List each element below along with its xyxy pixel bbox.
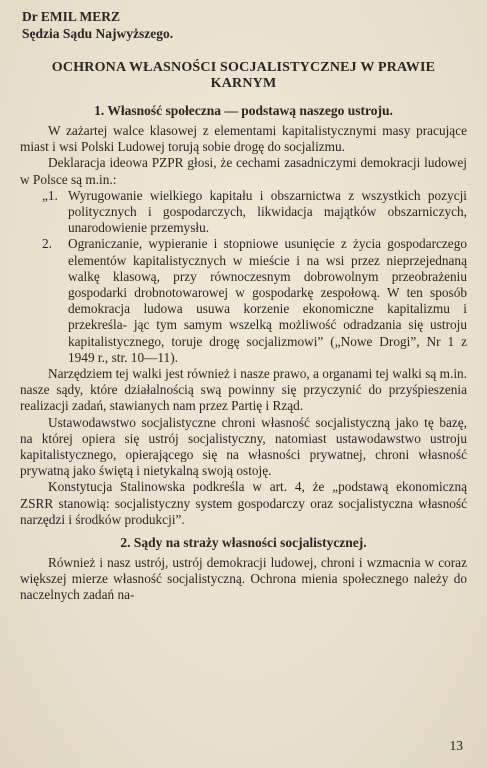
author-position: Sędzia Sądu Najwyższego. [22, 26, 174, 41]
paragraph-6: Również i nasz ustrój, ustrój demokracji ludowej, chroni i wzmacnia w coraz większej mierze własność socjalistyczną. Ochrona mienia społecznego należy do naczelnych zadań na- [20, 555, 467, 603]
paragraph-3: Narzędziem tej walki jest również i nasze prawo, a organami tej walki są m.in. nasze sądy, które działalnością swą powinny się przyczynić do przyśpieszenia realizacji zadań, stawianych nam przez Partię i Rząd. [20, 366, 467, 414]
page-number: 13 [449, 738, 463, 753]
paragraph-2: Deklaracja ideowa PZPR głosi, że cechami zasadniczymi demokracji ludowej w Polsce są m.in.: [20, 155, 467, 187]
paragraph-5: Konstytucja Stalinowska podkreśla w art. 4, że „podstawą ekonomiczną ZSRR stanowią: socjalistyczny system gospodarczy oraz socjalistyczna własność narzędzi i środków produkcji”. [20, 479, 467, 527]
section-heading-1: 1. Własność społeczna — podstawą naszego ustroju. [94, 103, 393, 118]
declaration-list [20, 188, 467, 366]
author-name: Dr EMIL MERZ [22, 9, 121, 24]
list-item-number: 2. [42, 236, 52, 252]
paragraph-1: W zażartej walce klasowej z elementami kapitalistycznymi masy pracujące miast i wsi Polski Ludowej torują sobie drogę do socjalizmu. [20, 123, 467, 155]
article-title: OCHRONA WŁASNOŚCI SOCJALISTYCZNEJ W PRAWIE KARNYM [51, 60, 436, 91]
section-heading-2: 2. Sądy na straży własności socjalistycznej. [120, 535, 367, 551]
list-item-number: „1. [42, 187, 58, 203]
list-item [42, 236, 467, 366]
list-item-text: Ograniczanie, wypieranie i stopniowe usunięcie z życia gospodarczego elementów kapitalistycznych w mieście i na wsi przez nieprzejednaną walkę klasową, przy równoczesnym dobrowolnym przeobrażeniu gospodarki drobnotowarowej w gospodarkę zespołową. W ten sposób demokracja ludowa usuwa korzenie ekonomiczne kapitalizmu i przekreśla- jąc tym samym wszelką możliwość odradzania się ustroju kapitalistycznego, toruje drogę socjalizmowi” („Nowe Drogi”, Nr 1 z 1949 r., str. 10—11). [68, 236, 467, 365]
list-item-text: Wyrugowanie wielkiego kapitału i obszarnictwa z wszystkich pozycji politycznych i gospodarczych, likwidacja majątków obszarniczych, unarodowienie przemysłu. [68, 187, 467, 236]
paragraph-4: Ustawodawstwo socjalistyczne chroni własność socjalistyczną jako tę bazę, na której opiera się ustrój socjalistyczny, natomiast ustawodawstwo ustroju kapitalistycznego, opierającego się na własności prywatnej, chroni własność prywatną jako świętą i nietykalną swoją ostoję. [20, 414, 467, 479]
list-item [42, 188, 467, 237]
